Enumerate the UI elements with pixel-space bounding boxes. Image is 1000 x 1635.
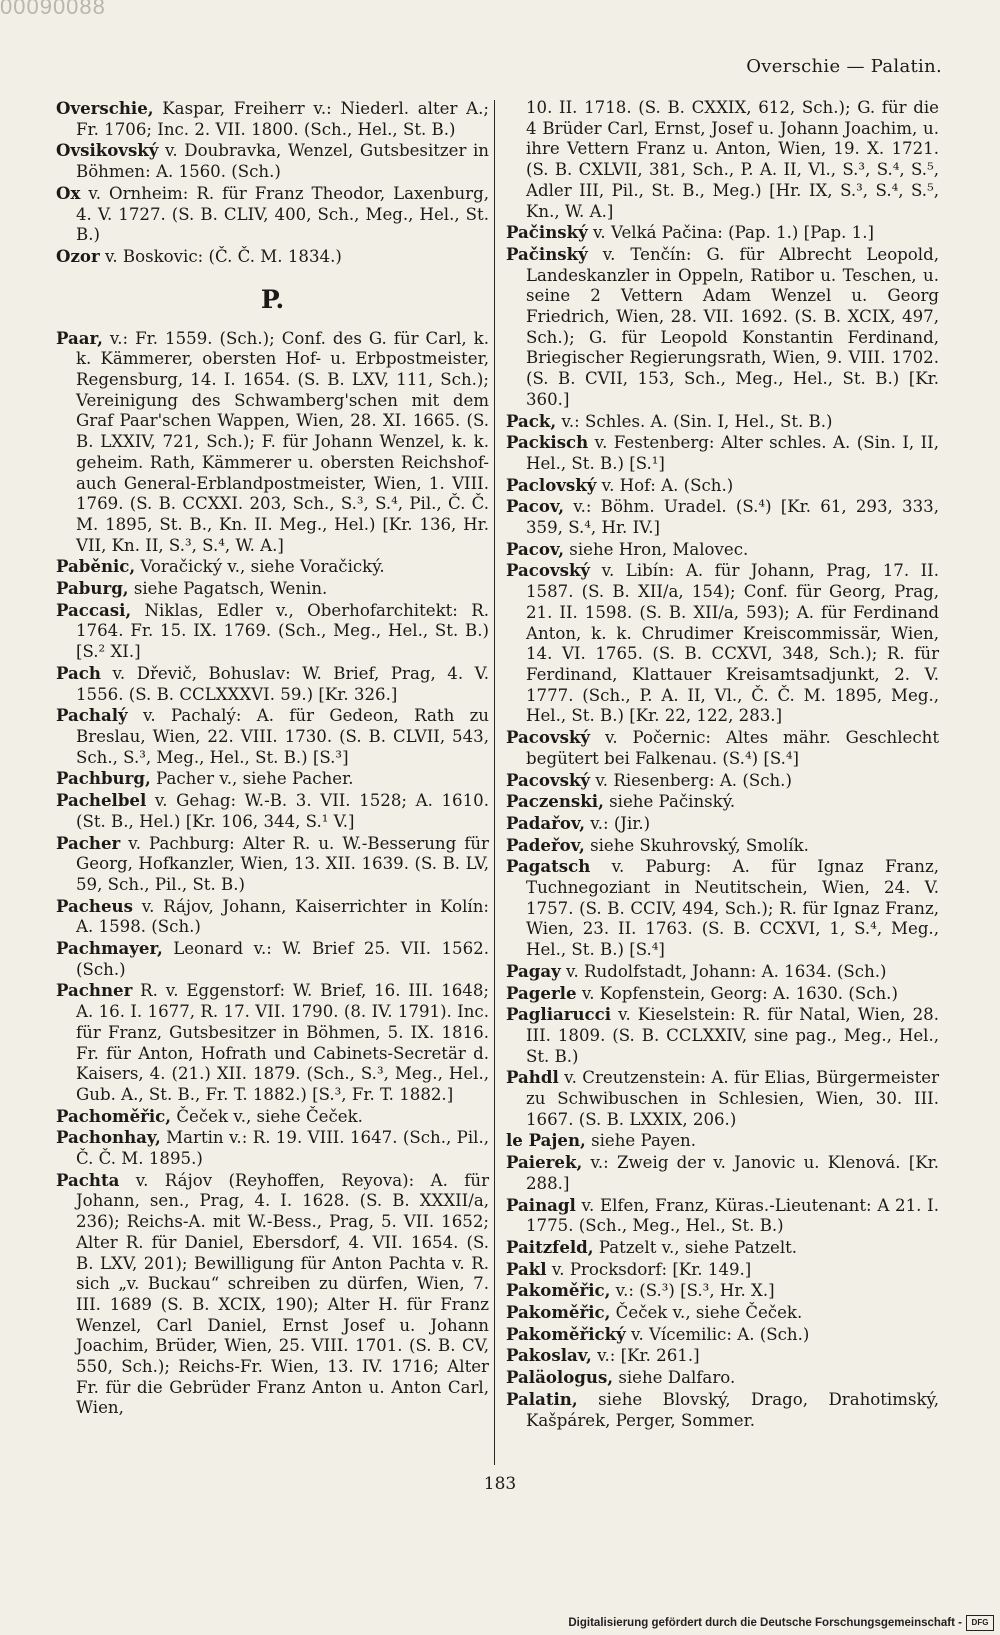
entry-text: v.: Schles. A. (Sin. I, Hel., St. B.) bbox=[556, 411, 833, 431]
entry-text: Niklas, Edler v., Oberhofarchitekt: R. 1764. Fr. 15. IX. 1769. (Sch., Meg., Hel., St. B.) [S.² XI.] bbox=[76, 600, 489, 662]
entry-text: v.: (S.³) [S.³, Hr. X.] bbox=[610, 1281, 775, 1301]
entry bbox=[56, 556, 489, 578]
entry-headword: Paitzfeld, bbox=[506, 1236, 594, 1257]
entry-text: v. Velká Pačina: (Pap. 1.) [Pap. 1.] bbox=[587, 223, 874, 243]
entry-text: v. Libín: A. für Johann, Prag, 17. II. 1587. (S. B. XII/a, 154); Conf. für Georg, Prag, 21. II. 1598. (S. B. XII/a, 593); A. für Ferdinand Anton, k. k. Chrudimer Kreiscommissär, Wien, 14. VI. 1765. (S. B. CCXVI, 348, Sch.); R. für Ferdinand, Klattauer Kreisamtsadjunkt, 2. V. 1777. (Sch., P. A. II, Vl., Č. Č. M. 1895, Meg., Hel., St. B.) [Kr. 22, 122, 283.] bbox=[526, 561, 939, 726]
entry-headword: Overschie, bbox=[56, 98, 154, 118]
entry-headword: Padařov, bbox=[506, 812, 586, 833]
entry bbox=[506, 1324, 939, 1346]
entry-text: v. Pachalý: A. für Gedeon, Rath zu Breslau, Wien, 22. VIII. 1730. (S. B. CLVII, 543, Sch., S.³, Meg., Hel., St. B.) [S.³] bbox=[76, 706, 489, 767]
entry bbox=[56, 246, 489, 268]
entry bbox=[506, 813, 939, 835]
entry-headword: Pahdl bbox=[506, 1067, 559, 1088]
entry-text: siehe Skuhrovský, Smolík. bbox=[584, 835, 809, 855]
entry-text: Voračický v., siehe Voračický. bbox=[135, 557, 385, 577]
entry-text: Martin v.: R. 19. VIII. 1647. (Sch., Pil., Č. Č. M. 1895.) bbox=[76, 1128, 489, 1169]
entry-headword: Pacheus bbox=[56, 895, 133, 916]
entry-headword: Paar, bbox=[56, 327, 103, 348]
entry-text: v. Riesenberg: A. (Sch.) bbox=[590, 770, 792, 790]
entry bbox=[506, 727, 939, 769]
entry-headword: Pachburg, bbox=[56, 768, 151, 789]
entry bbox=[506, 856, 939, 961]
entry-headword: Pagatsch bbox=[506, 856, 591, 877]
entry-text: v. Kopfenstein, Georg: A. 1630. (Sch.) bbox=[576, 983, 898, 1003]
entry-headword: Pacher bbox=[56, 832, 121, 853]
entry bbox=[506, 1130, 939, 1152]
entry-headword: Paburg, bbox=[56, 578, 129, 599]
entry-text: siehe Pačinský. bbox=[603, 792, 736, 812]
entry-headword: Pachoměřic, bbox=[56, 1105, 172, 1126]
entry-text: v. Doubravka, Wenzel, Gutsbesitzer in Böhmen: A. 1560. (Sch.) bbox=[76, 141, 489, 182]
entry-headword: Pakoslav, bbox=[506, 1345, 592, 1366]
entry-text: v. Rudolfstadt, Johann: A. 1634. (Sch.) bbox=[560, 961, 887, 981]
entry bbox=[56, 578, 489, 600]
entry bbox=[506, 222, 939, 244]
entry-headword: Pachmayer, bbox=[56, 938, 163, 959]
entry-text: Kaspar, Freiherr v.: Niederl. alter A.; Fr. 1706; Inc. 2. VII. 1800. (Sch., Hel., St. B.) bbox=[76, 99, 489, 139]
entry-headword: Pagay bbox=[506, 960, 561, 981]
entry-text: v. Procksdorf: [Kr. 149.] bbox=[546, 1259, 752, 1279]
entry-headword: Pacov, bbox=[506, 538, 565, 559]
entry-text: Leonard v.: W. Brief 25. VII. 1562. (Sch.) bbox=[76, 939, 489, 979]
entry-text: Patzelt v., siehe Patzelt. bbox=[593, 1237, 798, 1257]
entry-headword: Ozor bbox=[56, 245, 100, 266]
entry-text: Čeček v., siehe Čeček. bbox=[171, 1106, 363, 1126]
entry-headword: le Pajen, bbox=[506, 1130, 586, 1151]
entry-text: siehe Payen. bbox=[585, 1131, 696, 1151]
entry bbox=[56, 98, 489, 140]
entry bbox=[506, 1004, 939, 1067]
entry-headword: Pačinský bbox=[506, 222, 588, 243]
entry bbox=[506, 539, 939, 561]
entry-text: v. Kieselstein: R. für Natal, Wien, 28. III. 1809. (S. B. CCLXXIV, sine pag., Meg., Hel., St. B.) bbox=[526, 1005, 939, 1066]
entry-headword: Pacov, bbox=[506, 496, 565, 517]
entry-text: siehe Dalfaro. bbox=[613, 1368, 736, 1388]
section-letter: P. bbox=[260, 284, 285, 314]
entry-text: v.: [Kr. 261.] bbox=[591, 1346, 700, 1366]
entry bbox=[56, 705, 489, 768]
dfg-logo: DFG bbox=[966, 1615, 994, 1631]
entry bbox=[506, 432, 939, 474]
entry-headword: Paczenski, bbox=[506, 791, 604, 812]
entry-headword: Pagliarucci bbox=[506, 1004, 612, 1025]
entry-text: v. Elfen, Franz, Küras.-Lieutenant: A 21. I. 1775. (Sch., Meg., Hel., St. B.) bbox=[526, 1195, 939, 1236]
entry-text: siehe Blovský, Drago, Drahotimský, Kašpárek, Perger, Sommer. bbox=[526, 1389, 939, 1430]
entry bbox=[506, 496, 939, 538]
entry-headword: Paclovský bbox=[506, 474, 597, 495]
entry-text: v.: Zweig der v. Janovic u. Klenová. [Kr. 288.] bbox=[526, 1153, 939, 1193]
entry-headword: Paierek, bbox=[506, 1152, 583, 1173]
column-divider bbox=[494, 100, 495, 1465]
entry bbox=[506, 1195, 939, 1237]
entry bbox=[506, 411, 939, 433]
entry-headword: Pagerle bbox=[506, 982, 577, 1003]
entry bbox=[506, 961, 939, 983]
entry-headword: Pack, bbox=[506, 410, 557, 431]
entry-headword: Pachner bbox=[56, 980, 133, 1001]
entry-text: v.: Böhm. Uradel. (S.⁴) [Kr. 61, 293, 333, 359, S.⁴, Hr. IV.] bbox=[526, 497, 939, 538]
entry bbox=[56, 938, 489, 980]
entry bbox=[506, 835, 939, 857]
entry-text: v. Vícemilic: A. (Sch.) bbox=[625, 1324, 810, 1344]
entry-text: v. Gehag: W.-B. 3. VII. 1528; A. 1610. (St. B., Hel.) [Kr. 106, 344, S.¹ V.] bbox=[76, 791, 489, 831]
entry-text: v. Ornheim: R. für Franz Theodor, Laxenburg, 4. V. 1727. (S. B. CLIV, 400, Sch., Meg., Hel., St. B.) bbox=[76, 183, 489, 245]
entry-text: v. Hof: A. (Sch.) bbox=[596, 475, 734, 495]
entry-headword: Padeřov, bbox=[506, 834, 585, 855]
entries-p bbox=[56, 328, 489, 1420]
entry-headword: Packisch bbox=[506, 432, 589, 453]
entry-headword: Pakoměřický bbox=[506, 1323, 626, 1344]
entry bbox=[56, 1127, 489, 1169]
entry bbox=[56, 328, 489, 557]
entry bbox=[506, 475, 939, 497]
entry bbox=[506, 1237, 939, 1259]
entry bbox=[506, 1302, 939, 1324]
right-column bbox=[506, 98, 939, 1431]
entry-headword: Palatin, bbox=[506, 1388, 578, 1409]
entry-headword: Pachalý bbox=[56, 705, 128, 726]
entry-text: R. v. Eggenstorf: W. Brief, 16. III. 1648; A. 16. I. 1677, R. 17. VII. 1790. (8. IV. 1791). Inc. für Franz, Gutsbesitzer in Böhmen, 5. IX. 1816. Fr. für Anton, Hofrath und Cabinets-Secretär d. Kaisers, 4. (21.) XII. 1879. (Sch., S.³, Meg., Hel., Gub. A., St. B., Fr. T. 1882.) [S.³, Fr. T. 1882.] bbox=[76, 981, 489, 1104]
entry-headword: Pakl bbox=[506, 1258, 547, 1279]
entry bbox=[56, 1170, 489, 1419]
entry-headword: Pach bbox=[56, 662, 101, 683]
entry-headword: Pacovský bbox=[506, 727, 591, 748]
entry-text: v. Pachburg: Alter R. u. W.-Besserung für Georg, Hofkanzler, Wien, 13. XII. 1639. (S. B. LV, 59, Sch., Pil., St. B.) bbox=[76, 833, 489, 894]
entry bbox=[506, 1367, 939, 1389]
entry-text: Pacher v., siehe Pacher. bbox=[150, 769, 354, 789]
entry-headword: Paläologus, bbox=[506, 1367, 614, 1388]
entry-headword: Ox bbox=[56, 182, 81, 203]
entry bbox=[56, 663, 489, 705]
entry-text: v.: Fr. 1559. (Sch.); Conf. des G. für Carl, k. k. Kämmerer, obersten Hof- u. Erbpostmeister, Regensburg, 14. I. 1654. (S. B. LXV, 111, Sch.); Vereinigung des Schwamberg'schen mit dem Graf Paar'schen Wappen, Wien, 28. XI. 1665. (S. B. LXXIV, 721, Sch.); F. für Johann Wenzel, k. k. geheim. Rath, Kämmerer u. obersten Reichshof- auch General-Erblandpostmeister, Wien, 1. VIII. 1769. (S. B. CCXXI. 203, Sch., S.³, S.⁴, Pil., Č. Č. M. 1895, St. B., Kn. II. Meg., Hel.) [Kr. 136, Hr. VII, Kn. II, S.³, S.⁴, W. A.] bbox=[76, 328, 489, 555]
page-number: 183 bbox=[483, 1474, 517, 1494]
entry-headword: Pacovský bbox=[506, 560, 591, 581]
entry-text: v. Dřevič, Bohuslav: W. Brief, Prag, 4. V. 1556. (S. B. CCLXXXVI. 59.) [Kr. 326.] bbox=[76, 663, 489, 704]
entry-headword: Pacovský bbox=[506, 769, 591, 790]
entry-headword: Pachelbel bbox=[56, 790, 147, 811]
left-column bbox=[56, 98, 489, 1419]
scan-id-mark: 00090088 bbox=[0, 0, 106, 14]
entry bbox=[506, 1280, 939, 1302]
entry-headword: Pačinský bbox=[506, 243, 588, 264]
entry bbox=[56, 183, 489, 246]
entry-text: siehe Pagatsch, Wenin. bbox=[128, 579, 328, 599]
entry bbox=[56, 600, 489, 663]
entry bbox=[506, 1152, 939, 1194]
entry-text: siehe Hron, Malovec. bbox=[564, 539, 749, 559]
running-head: Overschie — Palatin. bbox=[746, 56, 942, 77]
entry-headword: Painagl bbox=[506, 1194, 576, 1215]
entry-headword: Paběnic, bbox=[56, 556, 136, 577]
entry bbox=[56, 140, 489, 182]
entry-headword: Paccasi, bbox=[56, 599, 132, 620]
entry-headword: Pachonhay, bbox=[56, 1127, 161, 1148]
entry-headword: Ovsikovský bbox=[56, 140, 159, 161]
entry bbox=[56, 790, 489, 832]
footer-text: Digitalisierung gefördert durch die Deutsche Forschungsgemeinschaft - bbox=[568, 1617, 962, 1629]
entry-text: v. Tenčín: G. für Albrecht Leopold, Landeskanzler in Oppeln, Ratibor u. Teschen, u. seine 2 Vettern Adam Wenzel u. Georg Friedrich, Wien, 28. VII. 1692. (S. B. XCIX, 497, Sch.); G. für Leopold Konstantin Ferdinand, Briegischer Regierungsrath, Wien, 9. VIII. 1702. (S. B. CVII, 153, Sch., Meg., Hel., St. B.) [Kr. 360.] bbox=[526, 244, 939, 409]
entry bbox=[56, 896, 489, 938]
entry-headword: Pakoměřic, bbox=[506, 1280, 611, 1301]
entry-text: v. Rájov, Johann, Kaiserrichter in Kolín: A. 1598. (Sch.) bbox=[76, 896, 489, 937]
entry bbox=[506, 1389, 939, 1431]
entries-o bbox=[56, 98, 489, 268]
entry bbox=[506, 791, 939, 813]
continued-entry: 10. II. 1718. (S. B. CXXIX, 612, Sch.); G. für die 4 Brüder Carl, Ernst, Josef u. Johann Joachim, u. ihre Vettern Franz u. Anton, Wien, 19. X. 1721. (S. B. CXLVII, 381, Sch., P. A. II, Vl., S.³, S.⁴, S.⁵, Adler III, Pil., St. B., Meg.) [Hr. IX, S.³, S.⁴, S.⁵, Kn., W. A.] bbox=[526, 98, 939, 221]
entry bbox=[506, 560, 939, 727]
entry bbox=[506, 770, 939, 792]
entry bbox=[56, 980, 489, 1105]
entry bbox=[56, 1106, 489, 1128]
footer-credit bbox=[568, 1615, 994, 1631]
entry bbox=[506, 983, 939, 1005]
entry bbox=[506, 244, 939, 411]
entry-text: v. Festenberg: Alter schles. A. (Sin. I, II, Hel., St. B.) [S.¹] bbox=[526, 433, 939, 473]
entry-text: v. Creutzenstein: A. für Elias, Bürgermeister zu Schwibuschen in Schlesien, Wien, 30. III. 1667. (S. B. LXXIX, 206.) bbox=[526, 1068, 939, 1129]
entry-text: v. Rájov (Reyhoffen, Reyova): A. für Johann, sen., Prag, 4. I. 1628. (S. B. XXXII/a, 236); Reichs-A. mit W.-Bess., Prag, 5. VII. 1652; Alter R. für Daniel, Ebersdorf, 4. VII. 1654. (S. B. LXV, 201); Bewilligung für Anton Pachta v. R. sich „v. Buckau“ schreiben zu dürfen, Wien, 7. III. 1689 (S. B. XCIX, 190); Alter H. für Franz Wenzel, Carl Daniel, Ernst Josef u. Johann Joachim, Brüder, Wien, 25. VIII. 1701. (S. B. CV, 550, Sch.); Reichs-Fr. Wien, 13. IV. 1716; Alter Fr. für die Gebrüder Franz Anton u. Anton Carl, Wien, bbox=[76, 1170, 489, 1418]
entry bbox=[506, 1067, 939, 1130]
entry bbox=[56, 833, 489, 896]
entry bbox=[506, 1259, 939, 1281]
entry-text: v. Boskovic: (Č. Č. M. 1834.) bbox=[99, 246, 342, 266]
entry-text: Čeček v., siehe Čeček. bbox=[610, 1303, 803, 1323]
entry-headword: Pachta bbox=[56, 1169, 120, 1190]
entry-text: v. Počernic: Altes mähr. Geschlecht begütert bei Falkenau. (S.⁴) [S.⁴] bbox=[526, 728, 939, 768]
entry bbox=[506, 1345, 939, 1367]
entry-headword: Pakoměřic, bbox=[506, 1302, 611, 1323]
entry-text: v. Paburg: A. für Ignaz Franz, Tuchnegoziant in Neutitschein, Wien, 24. V. 1757. (S. B. CCIV, 494, Sch.); R. für Ignaz Franz, Wien, 23. II. 1763. (S. B. CCXVI, 1, S.⁴, Meg., Hel., St. B.) [S.⁴] bbox=[526, 857, 939, 960]
entry bbox=[56, 768, 489, 790]
entries-p-continued bbox=[506, 222, 939, 1431]
entry-text: v.: (Jir.) bbox=[585, 813, 651, 833]
